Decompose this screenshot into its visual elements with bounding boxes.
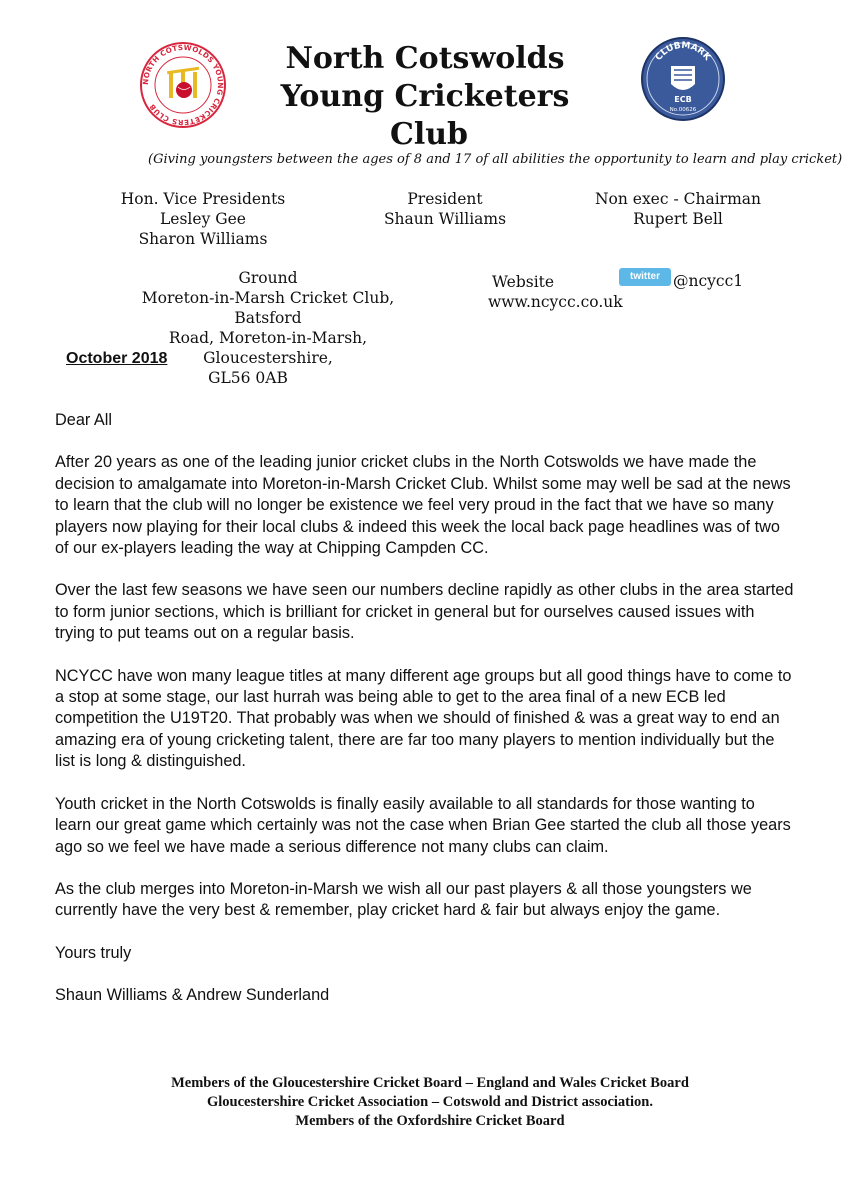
ground-label: Ground [238, 269, 298, 287]
letter-body [55, 410, 795, 1028]
website-block [488, 272, 623, 312]
title-line: Young Cricketers [280, 79, 570, 114]
svg-text:ECB: ECB [674, 95, 692, 104]
title-line: Club [389, 117, 469, 152]
footer-line: Members of the Gloucestershire Cricket Board – England and Wales Cricket Board [171, 1075, 689, 1091]
officer-name: Shaun Williams [383, 210, 507, 228]
footer-memberships [80, 1074, 780, 1131]
closing: Yours truly [55, 943, 132, 962]
svg-text:CLUBMARK: CLUBMARK [653, 40, 713, 63]
website-link[interactable]: www.ncycc.co.uk [488, 293, 623, 311]
salutation: Dear All [55, 411, 113, 429]
ground-address [108, 268, 428, 388]
vice-presidents-block [98, 189, 308, 249]
clubmark-badge-icon [640, 36, 726, 122]
club-tagline: (Giving youngsters between the ages of 8 and 17 of all abilities the opportunity to learn and play cricket) [148, 152, 843, 167]
letter-date: October 2018 [66, 350, 168, 367]
twitter-icon[interactable]: twitter [619, 268, 671, 286]
title-line: North Cotswolds [285, 41, 565, 76]
svg-text:No.00626: No.00626 [669, 107, 697, 113]
club-crest-icon [138, 40, 228, 130]
clubmark-logo [640, 36, 726, 122]
chairman-block [588, 189, 768, 229]
signatories: Shaun Williams & Andrew Sunderland [55, 986, 330, 1005]
paragraph: NCYCC have won many league titles at many different age groups but all good things have to come to a stop at some stage, our last hurrah was being able to get to the area final of a new ECB led competition the U19T20. That probably was when we should of finished & was a great way to end an amazing era of young cricketing talent, there are far too many players to mention individually but the list is long & distinguished. [55, 666, 792, 771]
role-label: Hon. Vice Presidents [120, 190, 286, 208]
paragraph: After 20 years as one of the leading junior cricket clubs in the North Cotswolds we have made the decision to amalgamate into Moreton-in-Marsh Cricket Club. Whilst some may well be sad at the news to learn that the club will no longer be existence we feel very proud in the fact that we have so many players now playing for their local clubs & indeed this week the local back page headlines was of two of our ex-players leading the way at Chipping Campden CC. [55, 453, 791, 558]
svg-text:NORTH COTSWOLDS YOUNG CRICKETE: NORTH COTSWOLDS YOUNG CRICKETERS CLUB [140, 42, 226, 128]
officer-name: Lesley Gee [160, 210, 246, 228]
club-name-title [250, 40, 600, 154]
twitter-handle[interactable]: @ncycc1 [673, 272, 744, 290]
footer-line: Members of the Oxfordshire Cricket Board [295, 1113, 565, 1129]
role-label: Non exec - Chairman [594, 190, 762, 208]
role-label: President [407, 190, 483, 208]
club-logo [138, 40, 228, 130]
address-line: GL56 0AB [208, 369, 288, 387]
footer-line: Gloucestershire Cricket Association – Cotswold and District association. [207, 1094, 653, 1110]
paragraph: Youth cricket in the North Cotswolds is finally easily available to all standards for those wanting to learn our great game which certainly was not the case when Brian Gee started the club all those years ago so we feel we have made a serious difference not many clubs can claim. [55, 794, 791, 856]
address-line: Moreton-in-Marsh Cricket Club, Batsford [141, 289, 395, 327]
paragraph: Over the last few seasons we have seen our numbers decline rapidly as other clubs in the area started to form junior sections, which is brilliant for cricket in general but for ourselves caused issues with trying to put teams out on a regular basis. [55, 581, 794, 643]
president-block [355, 189, 535, 229]
website-label: Website [492, 273, 555, 291]
address-line: Road, Moreton-in-Marsh, Gloucestershire, [168, 329, 368, 367]
officer-name: Rupert Bell [633, 210, 723, 228]
paragraph: As the club merges into Moreton-in-Marsh we wish all our past players & all those youngsters we currently have the very best & remember, play cricket hard & fair but always enjoy the game. [55, 879, 752, 920]
officer-name: Sharon Williams [138, 230, 268, 248]
